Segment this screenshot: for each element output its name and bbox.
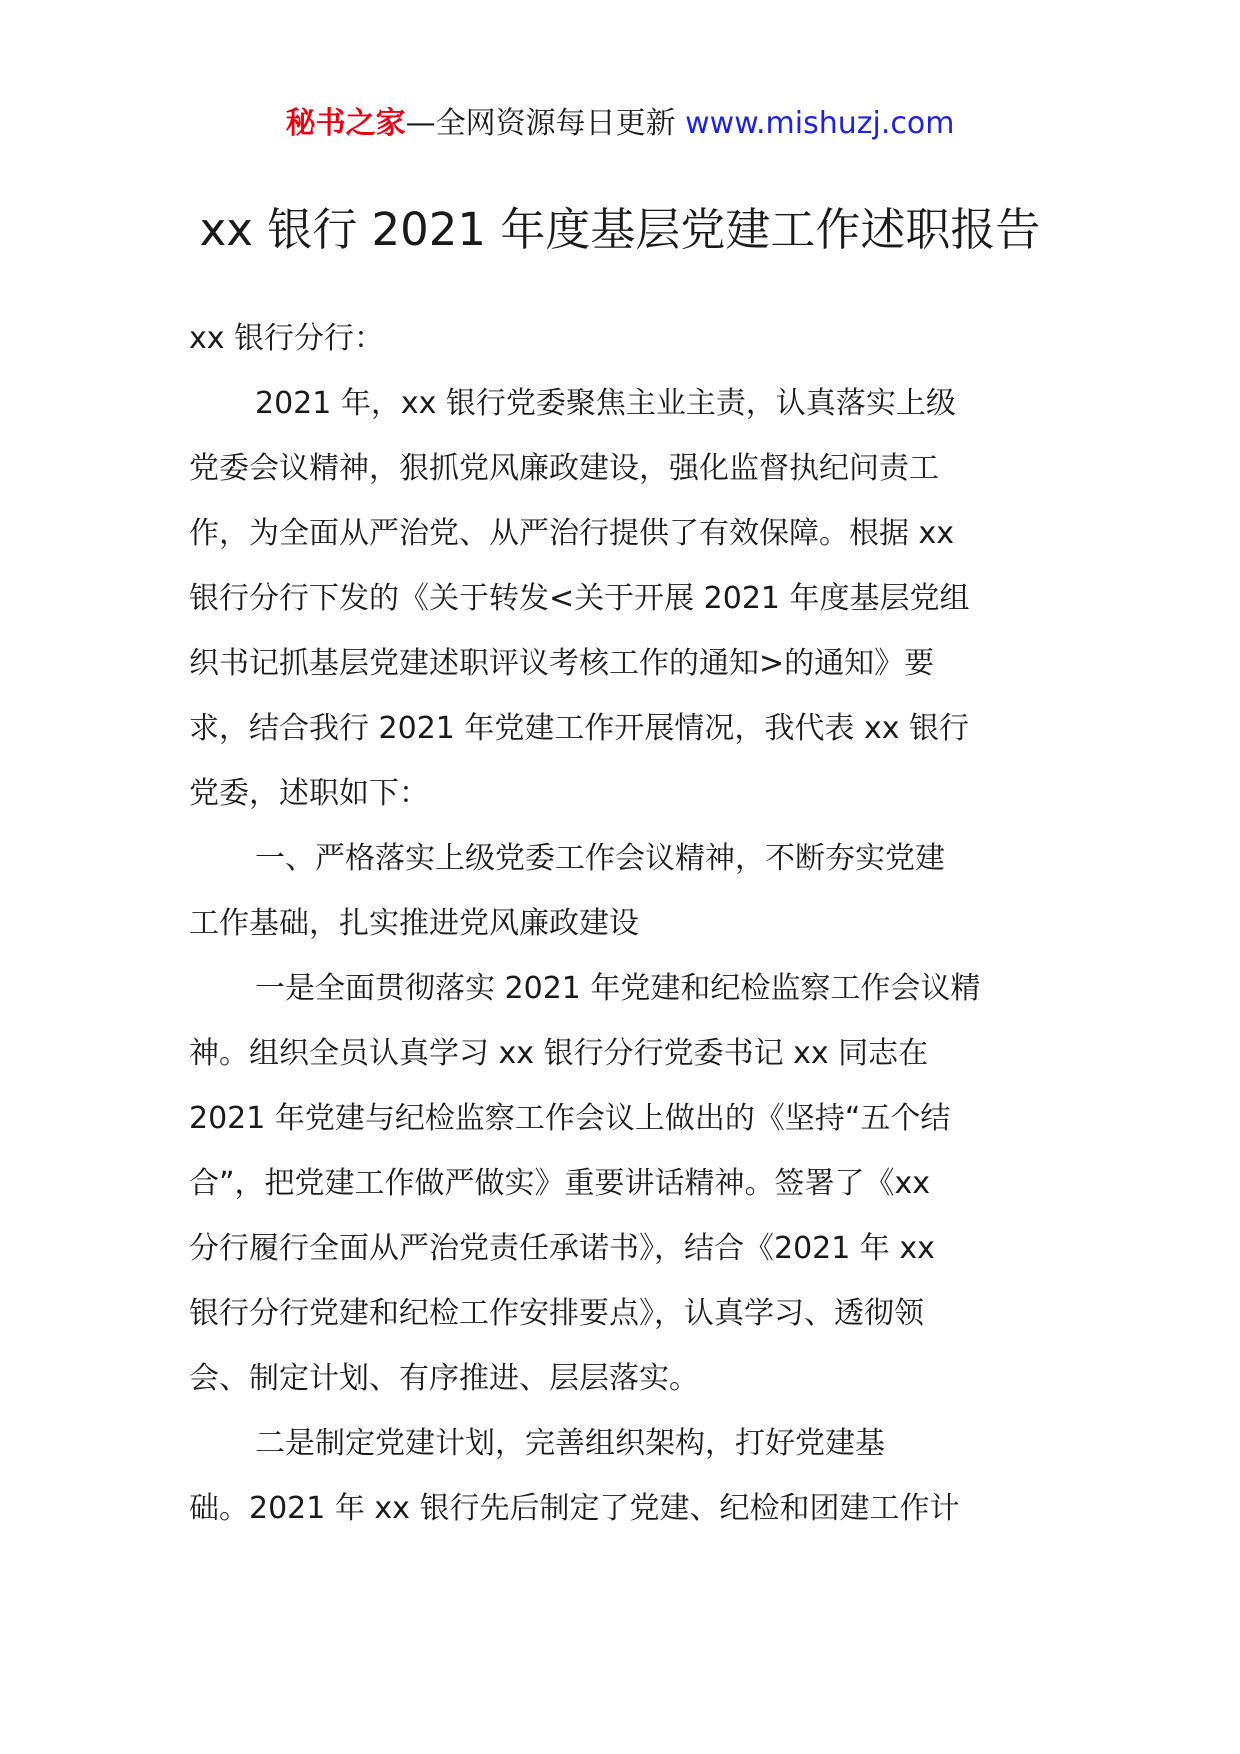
paragraph-line: 二是制定党建计划，完善组织架构，打好党建基 (255, 1426, 885, 1461)
site-url-link[interactable]: www.mishuzj.com (685, 106, 955, 141)
brand-name: 秘书之家 (285, 106, 406, 141)
document-body (189, 306, 1069, 1541)
paragraph-line: 党委，述职如下： (189, 776, 429, 811)
salutation: xx 银行分行： (189, 321, 385, 356)
paragraph-line: 银行分行党建和纪检工作安排要点》，认真学习、透彻领 (189, 1296, 924, 1331)
document-title: xx 银行 2021 年度基层党建工作述职报告 (199, 203, 1041, 256)
paragraph-line: 2021 年党建与纪检监察工作会议上做出的《坚持“五个结 (189, 1101, 951, 1136)
paragraph-line: 党委会议精神，狠抓党风廉政建设，强化监督执纪问责工 (189, 451, 939, 486)
site-header (0, 102, 1240, 146)
paragraph-line: 2021 年，xx 银行党委聚焦主业主责，认真落实上级 (255, 386, 956, 421)
paragraph-line: 作，为全面从严治党、从严治行提供了有效保障。根据 xx (189, 516, 955, 551)
paragraph-line: 合”，把党建工作做严做实》重要讲话精神。签署了《xx (189, 1166, 931, 1201)
paragraph-line: 织书记抓基层党建述职评议考核工作的通知>的通知》要 (189, 646, 935, 681)
paragraph-line: 求，结合我行 2021 年党建工作开展情况，我代表 xx 银行 (189, 711, 969, 746)
section-heading-line: 工作基础，扎实推进党风廉政建设 (189, 906, 639, 941)
paragraph-line: 会、制定计划、有序推进、层层落实。 (189, 1361, 699, 1396)
paragraph-line: 础。2021 年 xx 银行先后制定了党建、纪检和团建工作计 (189, 1491, 960, 1526)
paragraph-line: 神。组织全员认真学习 xx 银行分行党委书记 xx 同志在 (189, 1036, 929, 1071)
paragraph-line: 分行履行全面从严治党责任承诺书》，结合《2021 年 xx (189, 1231, 935, 1266)
site-slogan: —全网资源每日更新 (405, 106, 686, 141)
paragraph-line: 一是全面贯彻落实 2021 年党建和纪检监察工作会议精 (255, 971, 981, 1006)
section-heading-line: 一、严格落实上级党委工作会议精神，不断夯实党建 (255, 841, 945, 876)
paragraph-line: 银行分行下发的《关于转发<关于开展 2021 年度基层党组 (189, 581, 970, 616)
